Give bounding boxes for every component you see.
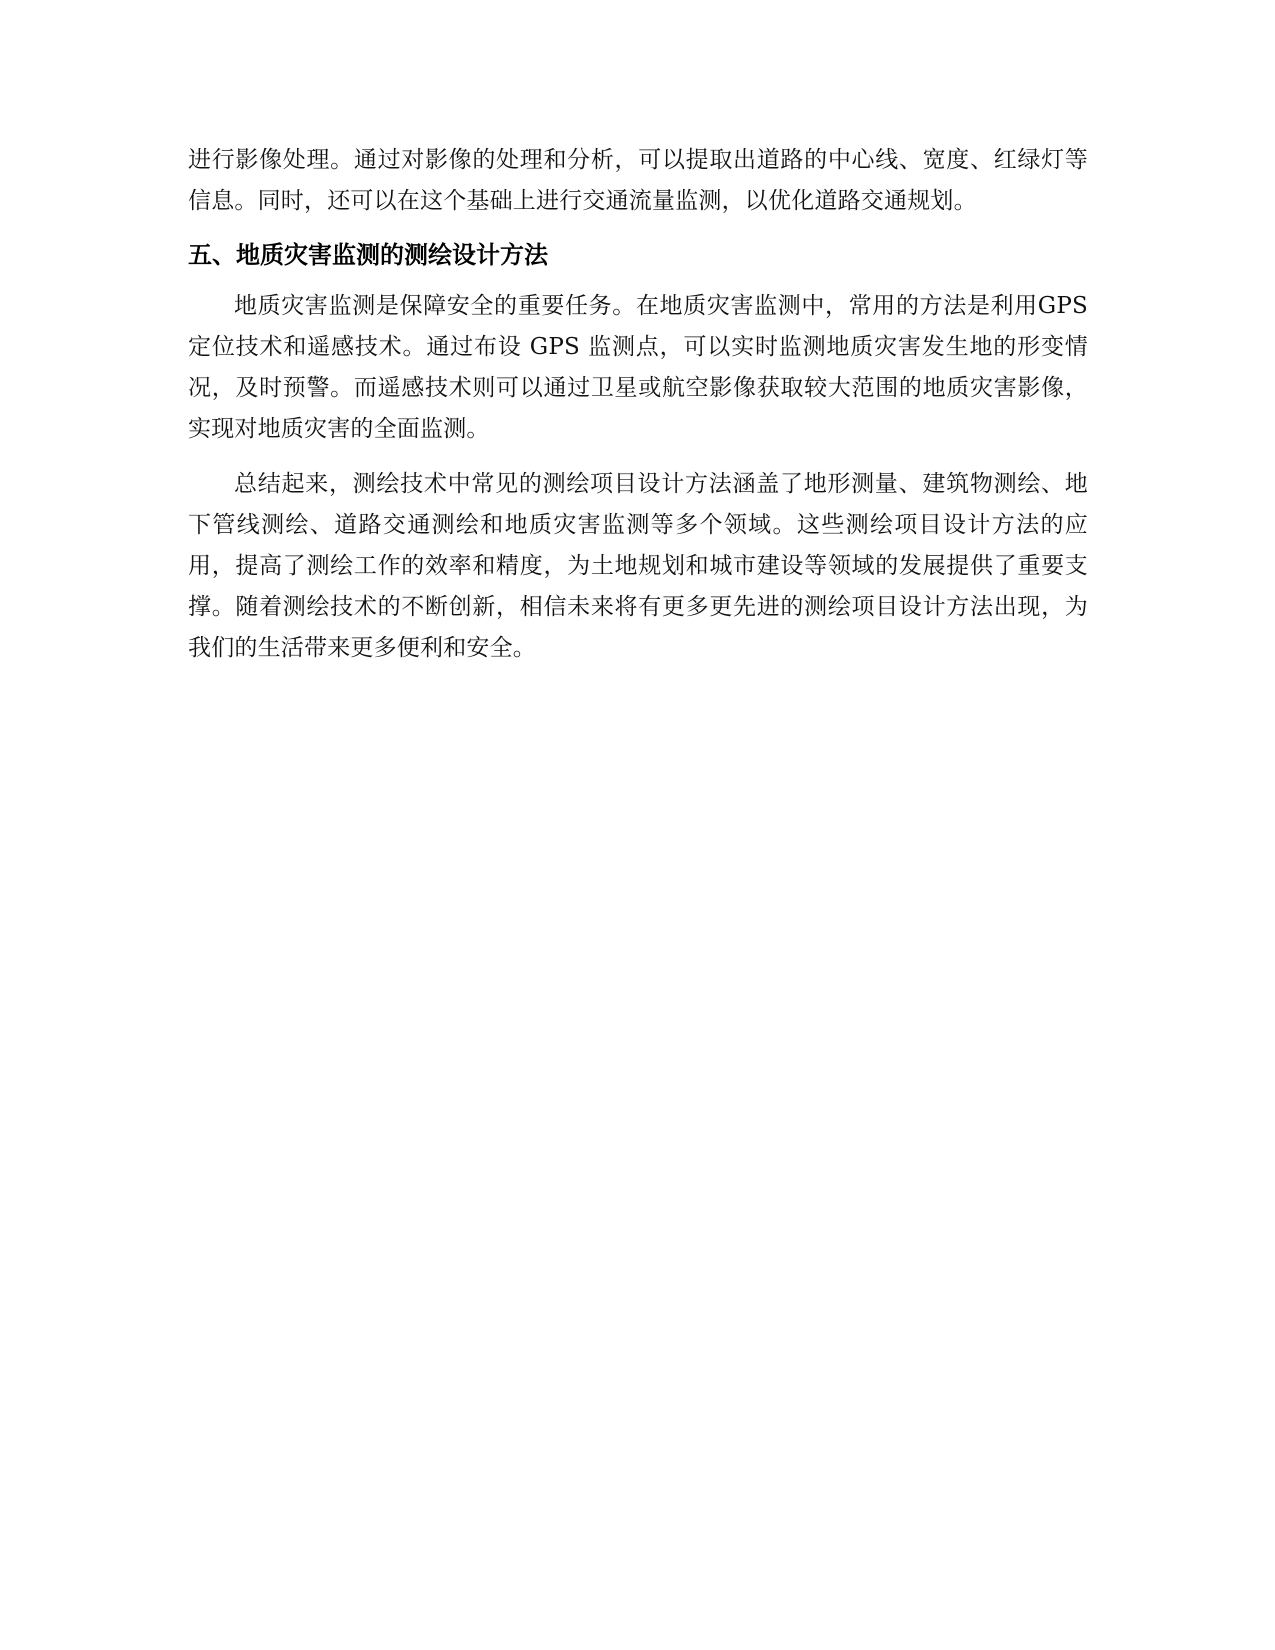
conclusion-paragraph: 总结起来，测绘技术中常见的测绘项目设计方法涵盖了地形测量、建筑物测绘、地下管线测绘、道路交通测绘和地质灾害监测等多个领域。这些测绘项目设计方法的应用，提高了测绘工作的效率和精度，为土地规划和城市建设等领域的发展提供了重要支撑。随着测绘技术的不断创新，相信未来将有更多更先进的测绘项目设计方法出现，为我们的生活带来更多便利和安全。 bbox=[188, 471, 1088, 661]
document-body bbox=[188, 140, 1088, 669]
section-heading: 五、地质灾害监测的测绘设计方法 bbox=[188, 241, 548, 269]
intro-paragraph: 进行影像处理。通过对影像的处理和分析，可以提取出道路的中心线、宽度、红绿灯等信息。同时，还可以在这个基础上进行交通流量监测，以优化道路交通规划。 bbox=[188, 147, 1088, 214]
section-paragraph: 地质灾害监测是保障安全的重要任务。在地质灾害监测中，常用的方法是利用GPS 定位技术和遥感技术。通过布设 GPS 监测点，可以实时监测地质灾害发生地的形变情况，及时预警。而遥感技术则可以通过卫星或航空影像获取较大范围的地质灾害影像，实现对地质灾害的全面监测。 bbox=[188, 293, 1088, 442]
